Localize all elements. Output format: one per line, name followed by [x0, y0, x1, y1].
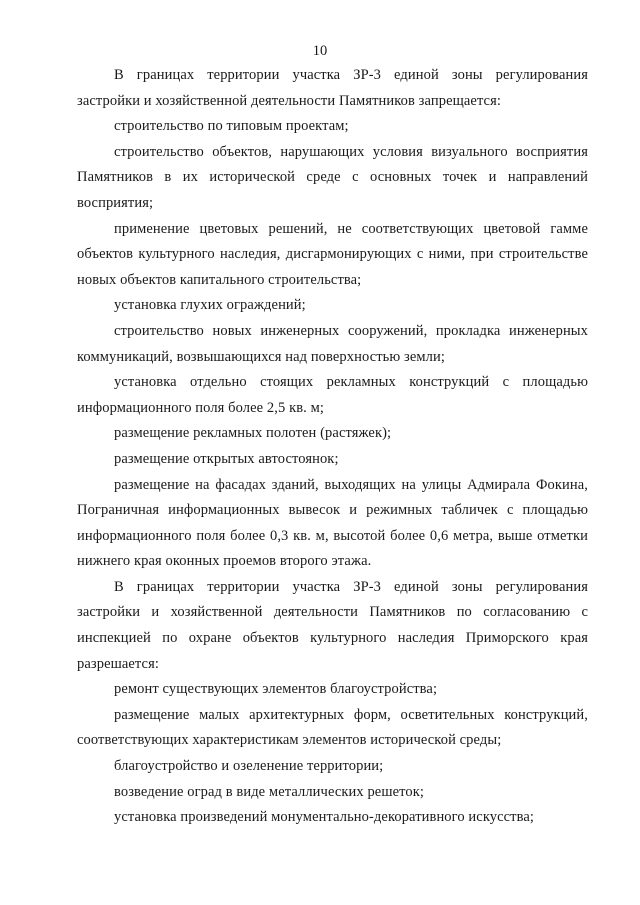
paragraph-item: установка отдельно стоящих рекламных конструкций с площадью информационного поля более 2,5 кв. м; [77, 374, 588, 416]
paragraph-item: строительство по типовым проектам; [114, 118, 349, 135]
paragraph-item: размещение открытых автостоянок; [114, 450, 339, 467]
page-number: 10 [312, 43, 328, 59]
paragraph-item: строительство новых инженерных сооружений, прокладка инженерных коммуникаций, возвышающихся над поверхностью земли; [77, 322, 588, 365]
paragraph-item: установка глухих ограждений; [114, 297, 306, 314]
paragraph-item: возведение оград в виде металлических решеток; [114, 783, 425, 800]
paragraph-item: ремонт существующих элементов благоустройства; [114, 681, 438, 698]
paragraph-item: применение цветовых решений, не соответствующих цветовой гамме объектов культурного наследия, дисгармонирующих с ними, при строительстве новых объектов капитального строительства; [77, 220, 588, 288]
paragraph-item: строительство объектов, нарушающих условия визуального восприятия Памятников в их исторической среде с основных точек и направлений восприятия; [77, 143, 588, 211]
paragraph-item: размещение малых архитектурных форм, осветительных конструкций, соответствующих характеристикам элементов исторической среды; [77, 706, 588, 749]
paragraph-item: установка произведений монументально-декоративного искусства; [114, 809, 535, 826]
paragraph-item: благоустройство и озеленение территории; [114, 758, 384, 775]
paragraph-item: размещение рекламных полотен (растяжек); [114, 425, 392, 442]
paragraph-prohibitions-intro: В границах территории участка ЗР-3 единой зоны регулирования застройки и хозяйственной деятельности Памятников запрещается: [77, 67, 588, 109]
document-body [77, 63, 588, 831]
paragraph-permissions-intro: В границах территории участка ЗР-3 единой зоны регулирования застройки и хозяйственной деятельности Памятников по согласованию с инспекцией по охране объектов культурного наследия Приморского края разрешается: [77, 578, 588, 672]
paragraph-item: размещение на фасадах зданий, выходящих на улицы Адмирала Фокина, Пограничная информационных вывесок и режимных табличек с площадью информационного поля более 0,3 кв. м, высотой более 0,6 метра, выше отметки нижнего края оконных проемов второго этажа. [77, 476, 588, 570]
